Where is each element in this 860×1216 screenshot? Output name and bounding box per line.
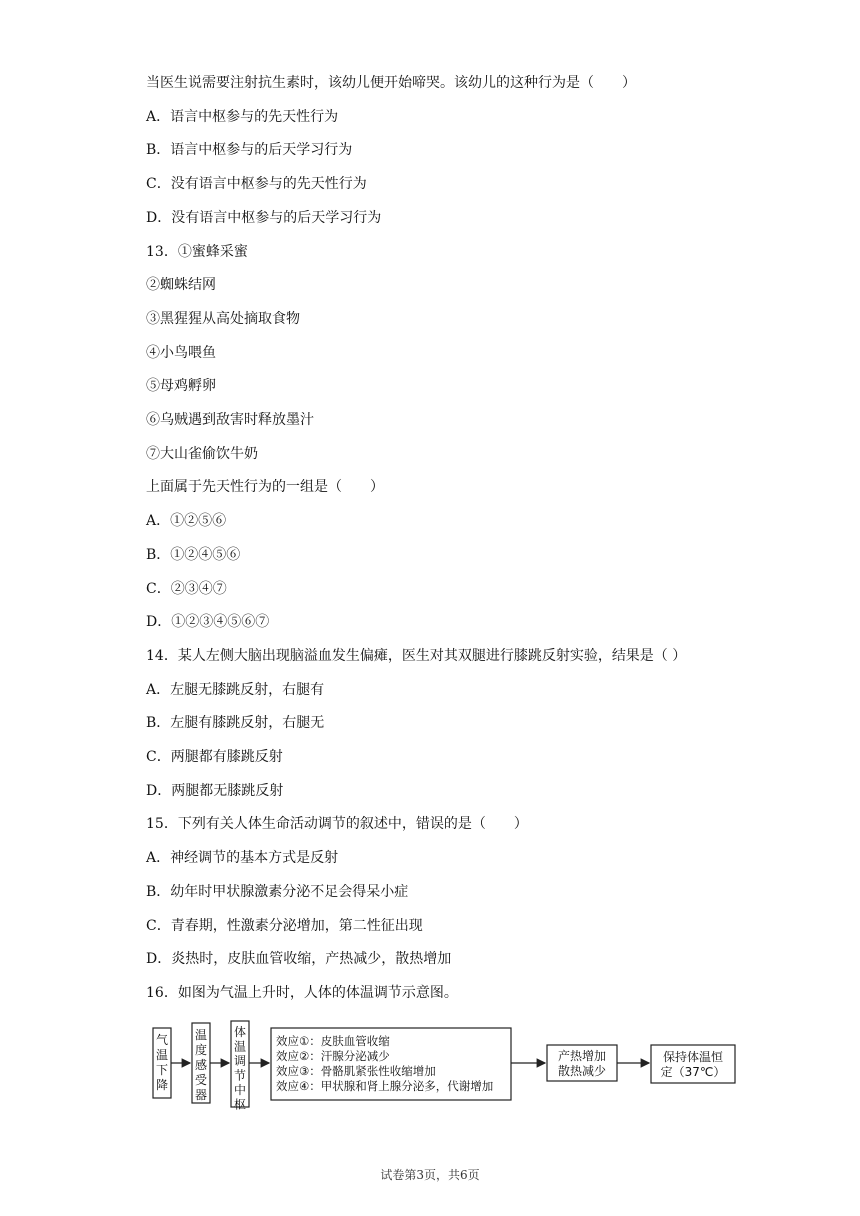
text-line: 13．①蜜蜂采蜜	[146, 243, 248, 260]
text-line: 16．如图为气温上升时，人体的体温调节示意图。	[146, 984, 458, 1001]
text-line: ②蜘蛛结网	[146, 277, 216, 294]
diagram-svg	[0, 1015, 860, 1125]
text-line: C．青春期，性激素分泌增加，第二性征出现	[146, 917, 423, 934]
box-temperature-drop-char: 下	[155, 1063, 169, 1077]
text-line: 当医生说需要注射抗生素时，该幼儿便开始啼哭。该幼儿的这种行为是（ ）	[146, 75, 636, 91]
text-line: B．左腿有膝跳反射，右腿无	[146, 715, 325, 732]
keep-temperature-line: 定（37℃）	[660, 1065, 726, 1079]
box-temperature-receptor-char: 度	[194, 1043, 208, 1057]
temperature-regulation-diagram	[0, 1015, 860, 1125]
text-line: A．语言中枢参与的先天性行为	[146, 108, 339, 125]
text-line: A．神经调节的基本方式是反射	[146, 850, 339, 867]
effect-item: 效应①：皮肤血管收缩	[276, 1034, 390, 1048]
box-temperature-receptor-char: 感	[194, 1058, 208, 1072]
box-temperature-receptor-char: 温	[194, 1028, 208, 1042]
text-line: ⑦大山雀偷饮牛奶	[146, 445, 258, 462]
text-line: D．①②③④⑤⑥⑦	[146, 614, 270, 631]
box-temperature-receptor-char: 受	[194, 1073, 208, 1087]
text-line: B．语言中枢参与的后天学习行为	[146, 142, 353, 159]
box-temperature-receptor-char: 器	[194, 1088, 208, 1102]
keep-temperature-line: 保持体温恒	[662, 1050, 724, 1064]
text-line: 14．某人左侧大脑出现脑溢血发生偏瘫，医生对其双腿进行膝跳反射实验，结果是（ ）	[146, 647, 687, 664]
heat-result-line: 散热减少	[557, 1064, 607, 1078]
box-regulation-center-char: 枢	[233, 1097, 247, 1112]
text-line: D．没有语言中枢参与的后天学习行为	[146, 209, 382, 226]
text-line: A．左腿无膝跳反射，右腿有	[146, 681, 325, 698]
page-footer: 试卷第3页，共6页	[380, 1168, 480, 1182]
heat-result-line: 产热增加	[557, 1049, 607, 1063]
box-regulation-center-char: 中	[233, 1083, 247, 1097]
text-line: C．没有语言中枢参与的先天性行为	[146, 176, 367, 193]
text-line: ⑤母鸡孵卵	[146, 378, 216, 395]
effect-item: 效应④：甲状腺和肾上腺分泌多，代谢增加	[276, 1079, 494, 1093]
text-line: D．两腿都无膝跳反射	[146, 782, 284, 799]
box-regulation-center-char: 节	[233, 1068, 247, 1083]
text-line: C．两腿都有膝跳反射	[146, 749, 283, 765]
text-line: C．②③④⑦	[146, 580, 227, 597]
text-line: 上面属于先天性行为的一组是（ ）	[146, 479, 384, 496]
box-temperature-drop-char: 温	[155, 1048, 169, 1062]
box-regulation-center-char: 调	[233, 1054, 247, 1068]
box-temperature-drop-char: 降	[155, 1078, 169, 1092]
text-line: ③黑猩猩从高处摘取食物	[146, 310, 300, 327]
text-line: ④小鸟喂鱼	[146, 344, 216, 361]
text-line: 15．下列有关人体生命活动调节的叙述中，错误的是（ ）	[146, 816, 528, 833]
box-regulation-center-char: 温	[233, 1039, 247, 1054]
text-line: ⑥乌贼遇到敌害时释放墨汁	[146, 412, 314, 428]
text-line: B．幼年时甲状腺激素分泌不足会得呆小症	[146, 883, 409, 900]
box-regulation-center-char: 体	[233, 1025, 247, 1039]
text-line: D．炎热时，皮肤血管收缩，产热减少，散热增加	[146, 951, 452, 968]
text-line: A．①②⑤⑥	[146, 513, 227, 530]
effect-item: 效应③：骨骼肌紧张性收缩增加	[276, 1064, 436, 1078]
text-line: B．①②④⑤⑥	[146, 546, 241, 563]
effect-item: 效应②：汗腺分泌减少	[276, 1049, 390, 1063]
box-temperature-drop-char: 气	[155, 1033, 169, 1047]
